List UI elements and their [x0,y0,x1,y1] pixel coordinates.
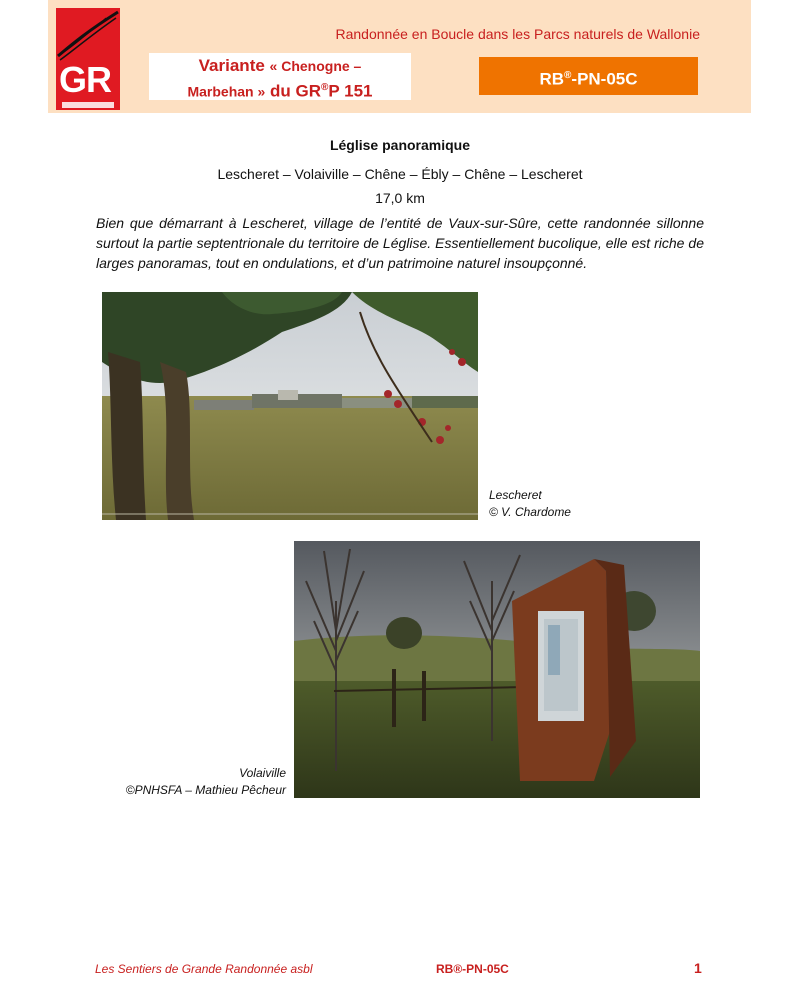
variante-word: Variante [198,56,265,75]
caption-credit: © V. Chardome [489,505,571,519]
variante-quote-close: Marbehan » [187,83,266,100]
variante-quote-open: « Chenogne – [269,58,362,74]
photo-volaiville [294,541,700,798]
caption-place: Volaiville [239,766,286,780]
photo-caption-volaiville [100,765,286,799]
page-number: 1 [694,960,702,976]
code-suffix: -PN-05C [571,69,638,89]
variante-box [149,53,411,100]
code-prefix: RB [539,69,565,89]
footer-route-code: RB®-PN-05C [436,962,509,976]
route-line: Lescheret – Volaiville – Chêne – Ébly – Chêne – Lescheret [217,166,583,182]
variante-reg: ® [321,82,329,93]
intro-paragraph: Bien que démarrant à Lescheret, village de l’entité de Vaux-sur-Sûre, cette randonnée sillonne surtout la partie septentrionale du territoire de Léglise. Essentiellement bucolique, elle est riche de larges panoramas, tout en ondulations, et d’un patrimoine naturel insoupçonné. [96,215,704,271]
variante-du: du GR [270,81,322,101]
distance: 17,0 km [375,190,425,206]
photo-lescheret [102,292,478,520]
caption-credit: ©PNHSFA – Mathieu Pêcheur [125,783,286,797]
footer-organization: Les Sentiers de Grande Randonnée asbl [95,962,313,976]
variante-p: P 151 [328,81,373,101]
photo-caption-lescheret [489,487,571,521]
gr-logo [56,8,120,110]
header-subtitle: Randonnée en Boucle dans les Parcs naturels de Wallonie [335,26,700,42]
caption-place: Lescheret [489,488,542,502]
code-reg: ® [564,70,572,81]
page-title: Léglise panoramique [329,137,471,153]
logo-text: GR [59,59,111,100]
logo-strip [62,102,114,108]
route-code-box [479,57,698,95]
